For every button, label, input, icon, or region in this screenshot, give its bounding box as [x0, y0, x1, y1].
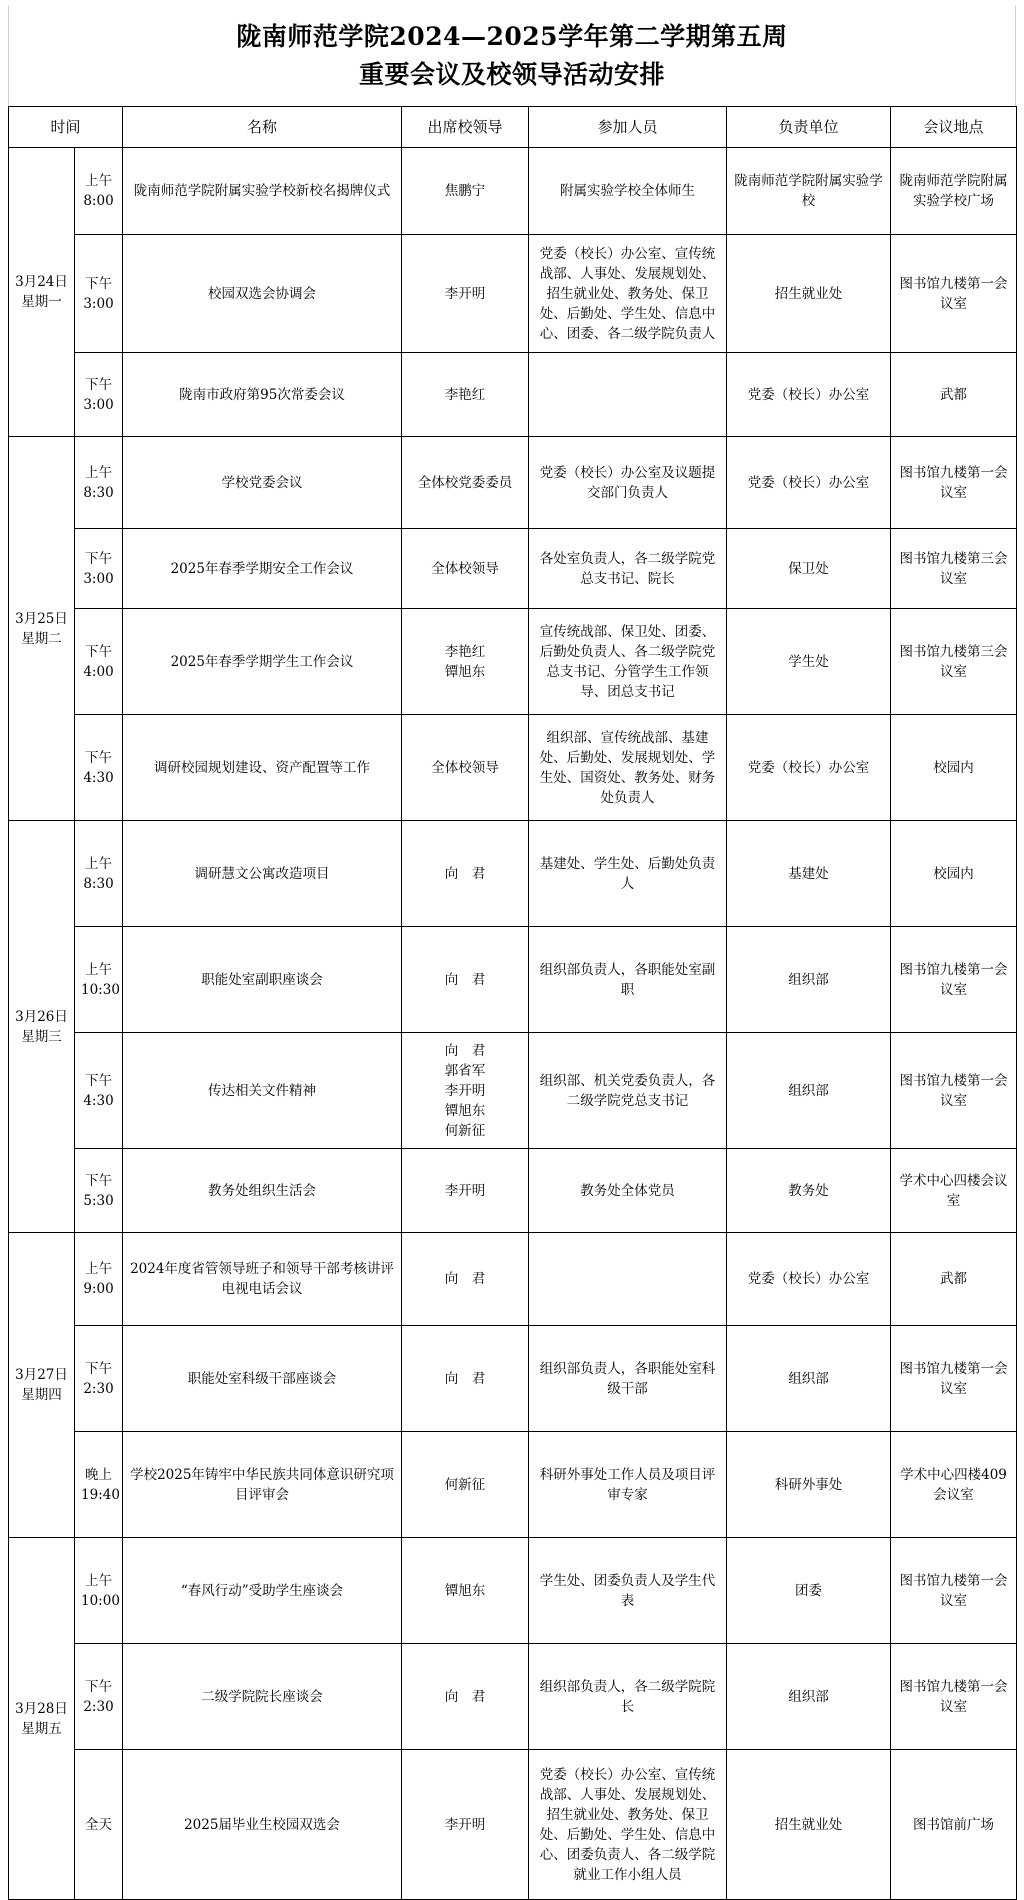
time-cell: 下午 3:00: [75, 235, 123, 353]
header-name: 名称: [123, 107, 402, 148]
schedule-table: [8, 106, 1017, 1900]
unit-cell: 组织部: [727, 1326, 891, 1432]
participants-cell: 组织部负责人，各二级学院院长: [529, 1644, 727, 1750]
document-title: [8, 6, 1016, 106]
unit-cell: 组织部: [727, 1033, 891, 1149]
leader-cell: 全体校领导: [402, 529, 529, 609]
date-cell: 3月27日 星期四: [9, 1233, 75, 1538]
participants-cell: 组织部负责人，各职能处室副职: [529, 927, 727, 1033]
unit-cell: 保卫处: [727, 529, 891, 609]
date-cell: 3月28日 星期五: [9, 1538, 75, 1900]
unit-cell: 团委: [727, 1538, 891, 1644]
participants-cell: 党委（校长）办公室及议题提交部门负责人: [529, 437, 727, 529]
location-cell: 图书馆九楼第一会议室: [891, 1326, 1017, 1432]
name-cell: 2025年春季学期安全工作会议: [123, 529, 402, 609]
unit-cell: 教务处: [727, 1149, 891, 1233]
participants-cell: 组织部、宣传统战部、基建处、后勤处、发展规划处、学生处、国资处、教务处、财务处负责人: [529, 715, 727, 821]
location-cell: 图书馆九楼第一会议室: [891, 1644, 1017, 1750]
name-cell: “春风行动”受助学生座谈会: [123, 1538, 402, 1644]
schedule-row: [9, 529, 1017, 609]
participants-cell: 教务处全体党员: [529, 1149, 727, 1233]
header-participants: 参加人员: [529, 107, 727, 148]
name-cell: 学校2025年铸牢中华民族共同体意识研究项目评审会: [123, 1432, 402, 1538]
location-cell: 校园内: [891, 821, 1017, 927]
leader-cell: 向 君 郭省军 李开明 镡旭东 何新征: [402, 1033, 529, 1149]
leader-cell: 全体校领导: [402, 715, 529, 821]
participants-cell: 各处室负责人，各二级学院党总支书记、院长: [529, 529, 727, 609]
time-cell: 下午 3:00: [75, 353, 123, 437]
time-cell: 下午 4:00: [75, 609, 123, 715]
schedule-body: [9, 148, 1017, 1900]
unit-cell: 招生就业处: [727, 235, 891, 353]
location-cell: 学术中心四楼409会议室: [891, 1432, 1017, 1538]
name-cell: 学校党委会议: [123, 437, 402, 529]
time-cell: 下午 2:30: [75, 1326, 123, 1432]
name-cell: 2025年春季学期学生工作会议: [123, 609, 402, 715]
schedule-row: [9, 609, 1017, 715]
unit-cell: 党委（校长）办公室: [727, 715, 891, 821]
location-cell: 图书馆九楼第一会议室: [891, 927, 1017, 1033]
date-cell: 3月26日 星期三: [9, 821, 75, 1233]
title-line-2: 重要会议及校领导活动安排: [358, 60, 665, 89]
participants-cell: 科研外事处工作人员及项目评审专家: [529, 1432, 727, 1538]
title-line-1: 陇南师范学院2024—2025学年第二学期第五周: [236, 22, 788, 51]
schedule-row: [9, 1326, 1017, 1432]
name-cell: 调研校园规划建设、资产配置等工作: [123, 715, 402, 821]
time-cell: 上午 10:00: [75, 1538, 123, 1644]
name-cell: 陇南师范学院附属实验学校新校名揭牌仪式: [123, 148, 402, 235]
header-location: 会议地点: [891, 107, 1017, 148]
participants-cell: 组织部、机关党委负责人，各二级学院党总支书记: [529, 1033, 727, 1149]
leader-cell: 李开明: [402, 235, 529, 353]
schedule-row: [9, 1033, 1017, 1149]
schedule-sheet: [8, 6, 1016, 1900]
unit-cell: 学生处: [727, 609, 891, 715]
name-cell: 职能处室副职座谈会: [123, 927, 402, 1033]
location-cell: 武都: [891, 353, 1017, 437]
schedule-row: [9, 235, 1017, 353]
leader-cell: 向 君: [402, 1644, 529, 1750]
header-unit: 负责单位: [727, 107, 891, 148]
time-cell: 上午 8:30: [75, 437, 123, 529]
location-cell: 图书馆九楼第一会议室: [891, 1033, 1017, 1149]
time-cell: 下午 4:30: [75, 715, 123, 821]
location-cell: 图书馆九楼第一会议室: [891, 1538, 1017, 1644]
schedule-row: [9, 437, 1017, 529]
schedule-row: [9, 353, 1017, 437]
name-cell: 职能处室科级干部座谈会: [123, 1326, 402, 1432]
location-cell: 图书馆九楼第一会议室: [891, 437, 1017, 529]
participants-cell: 组织部负责人，各职能处室科级干部: [529, 1326, 727, 1432]
leader-cell: 李艳红 镡旭东: [402, 609, 529, 715]
unit-cell: 党委（校长）办公室: [727, 353, 891, 437]
schedule-row: [9, 1644, 1017, 1750]
time-cell: 下午 2:30: [75, 1644, 123, 1750]
name-cell: 2025届毕业生校园双选会: [123, 1750, 402, 1900]
name-cell: 教务处组织生活会: [123, 1149, 402, 1233]
schedule-row: [9, 1750, 1017, 1900]
schedule-row: [9, 1538, 1017, 1644]
location-cell: 图书馆前广场: [891, 1750, 1017, 1900]
location-cell: 图书馆九楼第三会议室: [891, 529, 1017, 609]
location-cell: 校园内: [891, 715, 1017, 821]
leader-cell: 焦鹏宁: [402, 148, 529, 235]
leader-cell: 向 君: [402, 821, 529, 927]
header-row: [9, 107, 1017, 148]
time-cell: 下午 3:00: [75, 529, 123, 609]
location-cell: 学术中心四楼会议室: [891, 1149, 1017, 1233]
participants-cell: 党委（校长）办公室、宣传统战部、人事处、发展规划处、招生就业处、教务处、保卫处、后勤处、学生处、信息中心、团委、各二级学院负责人: [529, 235, 727, 353]
location-cell: 图书馆九楼第三会议室: [891, 609, 1017, 715]
name-cell: 陇南市政府第95次常委会议: [123, 353, 402, 437]
leader-cell: 全体校党委委员: [402, 437, 529, 529]
location-cell: 陇南师范学院附属实验学校广场: [891, 148, 1017, 235]
time-cell: 晚上 19:40: [75, 1432, 123, 1538]
schedule-row: [9, 1149, 1017, 1233]
schedule-row: [9, 148, 1017, 235]
unit-cell: 组织部: [727, 1644, 891, 1750]
header-time: 时间: [9, 107, 123, 148]
participants-cell: 基建处、学生处、后勤处负责人: [529, 821, 727, 927]
name-cell: 传达相关文件精神: [123, 1033, 402, 1149]
schedule-row: [9, 1233, 1017, 1326]
schedule-row: [9, 821, 1017, 927]
name-cell: 校园双选会协调会: [123, 235, 402, 353]
date-cell: 3月25日 星期二: [9, 437, 75, 821]
unit-cell: 科研外事处: [727, 1432, 891, 1538]
participants-cell: [529, 353, 727, 437]
date-cell: 3月24日 星期一: [9, 148, 75, 437]
time-cell: 上午 10:30: [75, 927, 123, 1033]
leader-cell: 李开明: [402, 1750, 529, 1900]
unit-cell: 党委（校长）办公室: [727, 437, 891, 529]
participants-cell: 宣传统战部、保卫处、团委、后勤处负责人、各二级学院党总支书记、分管学生工作领导、团总支书记: [529, 609, 727, 715]
time-cell: 上午 9:00: [75, 1233, 123, 1326]
location-cell: 图书馆九楼第一会议室: [891, 235, 1017, 353]
participants-cell: 学生处、团委负责人及学生代表: [529, 1538, 727, 1644]
location-cell: 武都: [891, 1233, 1017, 1326]
participants-cell: 附属实验学校全体师生: [529, 148, 727, 235]
leader-cell: 何新征: [402, 1432, 529, 1538]
schedule-row: [9, 927, 1017, 1033]
name-cell: 2024年度省管领导班子和领导干部考核讲评电视电话会议: [123, 1233, 402, 1326]
leader-cell: 向 君: [402, 927, 529, 1033]
participants-cell: 党委（校长）办公室、宣传统战部、人事处、发展规划处、招生就业处、教务处、保卫处、后勤处、学生处、信息中心、团委负责人、各二级学院就业工作小组人员: [529, 1750, 727, 1900]
unit-cell: 陇南师范学院附属实验学校: [727, 148, 891, 235]
name-cell: 调研慧文公寓改造项目: [123, 821, 402, 927]
leader-cell: 镡旭东: [402, 1538, 529, 1644]
time-cell: 上午 8:30: [75, 821, 123, 927]
header-leader: 出席校领导: [402, 107, 529, 148]
schedule-row: [9, 1432, 1017, 1538]
unit-cell: 基建处: [727, 821, 891, 927]
leader-cell: 李艳红: [402, 353, 529, 437]
leader-cell: 李开明: [402, 1149, 529, 1233]
name-cell: 二级学院院长座谈会: [123, 1644, 402, 1750]
unit-cell: 组织部: [727, 927, 891, 1033]
leader-cell: 向 君: [402, 1233, 529, 1326]
schedule-row: [9, 715, 1017, 821]
unit-cell: 招生就业处: [727, 1750, 891, 1900]
leader-cell: 向 君: [402, 1326, 529, 1432]
time-cell: 上午 8:00: [75, 148, 123, 235]
time-cell: 下午 4:30: [75, 1033, 123, 1149]
unit-cell: 党委（校长）办公室: [727, 1233, 891, 1326]
time-cell: 下午 5:30: [75, 1149, 123, 1233]
time-cell: 全天: [75, 1750, 123, 1900]
participants-cell: [529, 1233, 727, 1326]
